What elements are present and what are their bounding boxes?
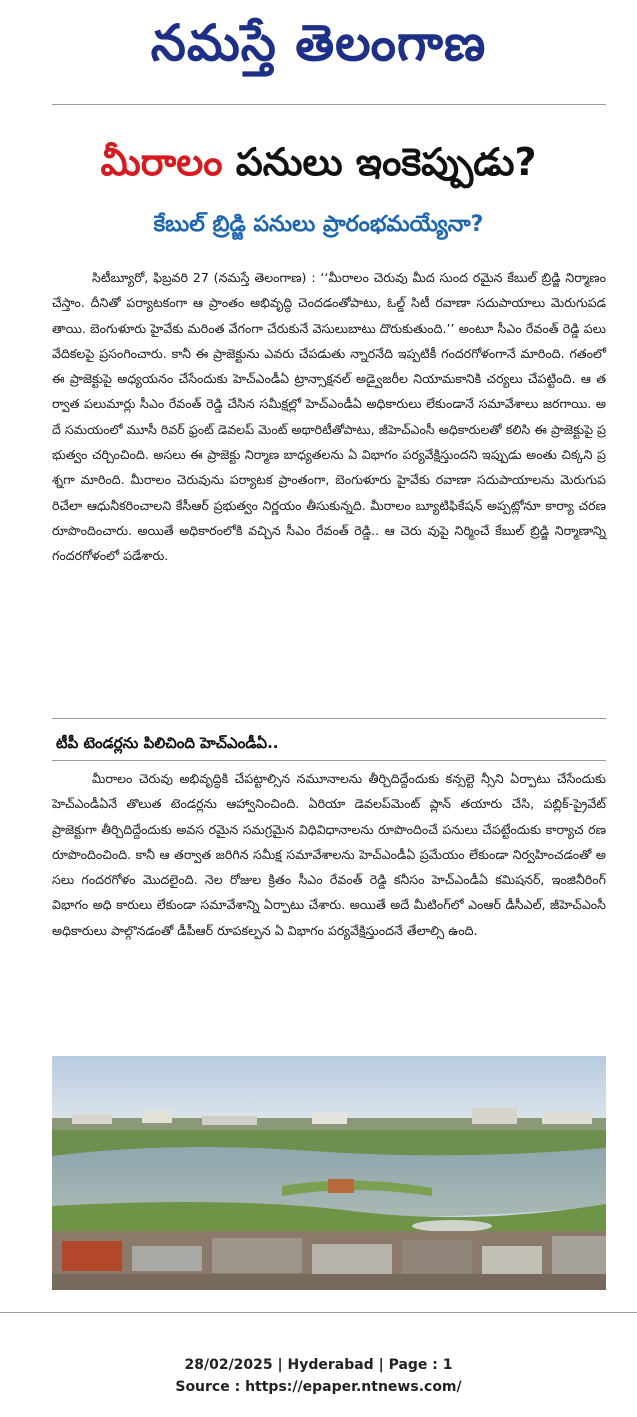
- footer-source: Source : https://epaper.ntnews.com/: [175, 1379, 462, 1395]
- subheadline: కేబుల్ బ్రిడ్జి పనులు ప్రారంభమయ్యేనా?: [153, 212, 484, 237]
- headline-main: పనులు ఇంకెప్పుడు?: [235, 140, 537, 184]
- article-body-part1: [52, 265, 606, 715]
- article-body-part2: [52, 766, 606, 1046]
- lake-photo: [52, 1056, 606, 1290]
- masthead-logo: నమస్తే తెలంగాణ: [150, 14, 487, 72]
- paragraph-2: మీరాలం చెరువు అభివృద్ధికి చేపట్టాల్సిన నమూనాలను తీర్చిదిద్దేందుకు కన్సల్టె న్సీని ఏర్పాటు చేసేందుకు హెచ్ఎండీఏనే తొలుత టెండర్లను ఆహ్వానించింది. ఏరియా డెవలప్‌మెంట్ ప్లాన్ తయారు చేసి, పబ్లిక్-ప్రైవేట్ ప్రాజెక్టుగా తీర్చిదిద్దేందుకు అవస రమైన సమగ్రమైన విధివిధానాలను రూపొందించే పనులు చేపట్టేందుకు కార్యాచ రణ రూపొందించింది. కానీ ఆ తర్వాత జరిగిన సమీక్ష సమావేశాలను హెచ్ఎండీఏ ప్రమేయం లేకుండా నిర్వహించడంతో అసలు గందరగోళం మొదలైంది. నెల రోజుల క్రితం సీఎం రేవంత్ రెడ్డి కనీసం హెచ్ఎండీఏ కమిషనర్, ఇంజినీరింగ్ విభాగం అధి కారులు లేకుండా సమావేశాన్ని ఏర్పాటు చేశారు. అయితే అదే మీటింగ్‌లో ఎంఆర్ డీసీఎల్, జీహెచ్ఎంసీ అధికారులు పాల్గొనడంతో డీపీఆర్ రూపకల్పన ఏ విభాగం పర్యవేక్షిస్తుందనే తేలాల్సి ఉంది.: [52, 771, 606, 938]
- headline-accent: మీరాలం: [100, 140, 223, 184]
- footer-divider: [0, 1312, 637, 1313]
- footer-date-edition: 28/02/2025 | Hyderabad | Page : 1: [184, 1357, 453, 1373]
- masthead-divider: [52, 104, 606, 105]
- paragraph-1: సిటీబ్యూరో, ఫిబ్రవరి 27 (నమస్తే తెలంగాణ) : ‘‘మీరాలం చెరువు మీద సుంద రమైన కేబుల్ బ్రిడ్జి నిర్మాణం చేస్తాం. దీనితో పర్యాటకంగా ఆ ప్రాంతం అభివృద్ధి చెందడంతోపాటు, ఓల్డ్ సిటీ రవాణా సదుపాయాలు మెరుగుపడతాయి. బెంగుళూరు హైవేకు మరింత వేగంగా చేరుకునే వెసులుబాటు దొరుకుతుంది.’’ అంటూ సీఎం రేవంత్ రెడ్డి పలు వేదికలపై ప్రసంగించారు. కానీ ఈ ప్రాజెక్టును ఎవరు చేపడుతు న్నారనేది ఇప్పటికీ గందరగోళంగానే మారింది. గతంలో ఈ ప్రాజెక్టుపై అధ్యయనం చేసేందుకు హెచ్ఎండీఏ ట్రాన్సాక్షనల్ అడ్వైజరీల నియామకానికి చర్యలు చేపట్టింది. ఆ తర్వాత పలుమార్లు సీఎం రేవంత్ రెడ్డి చేసిన సమీక్షల్లో హెచ్ఎండీఏ అధికారులు లేకుండానే సమావేశాలు జరగాయి. అదే సమయంలో మూసీ రివర్ ఫ్రంట్ డెవలప్ మెంట్ అథారిటీతోపాటు, జీహెచ్ఎంసీ అధికారులతో కలిసి ఈ ప్రాజెక్టుపై ప్రభుత్వం చర్చించింది. అసలు ఈ ప్రాజెక్టు నిర్మాణ బాధ్యతలను ఏ విభాగం పర్యవేక్షిస్తుందని ఇప్పుడు అంతు చిక్కని ప్రశ్నగా మారింది. మీరాలం చెరువును పర్యాటక ప్రాంతంగా, బెంగుళూరు హైవేకు రవాణా సదుపాయాలను మెరుగుపరిచేలా ఆధునీకరించాలని కేసీఆర్ ప్రభుత్వం నిర్ణయం తీసుకున్నది. మీరాలం బ్యూటిఫికేషన్ అప్పట్లోనూ కార్యా చరణ రూపొందించారు. అయితే అధికారంలోకి వచ్చిన సీఎం రేవంత్ రెడ్డి.. ఆ చెరు వుపై నిర్మించే కేబుల్ బ్రిడ్జి నిర్మాణాన్ని గందరగోళంలో పడేశారు.: [52, 270, 606, 564]
- section-heading: టీపీ టెండర్లను పిలిచింది హెచ్ఎండీఏ..: [56, 734, 279, 752]
- lake-photo-image: [52, 1056, 606, 1290]
- headline: [0, 132, 637, 192]
- section-divider-top: [52, 718, 606, 719]
- section-divider-bottom: [52, 760, 606, 761]
